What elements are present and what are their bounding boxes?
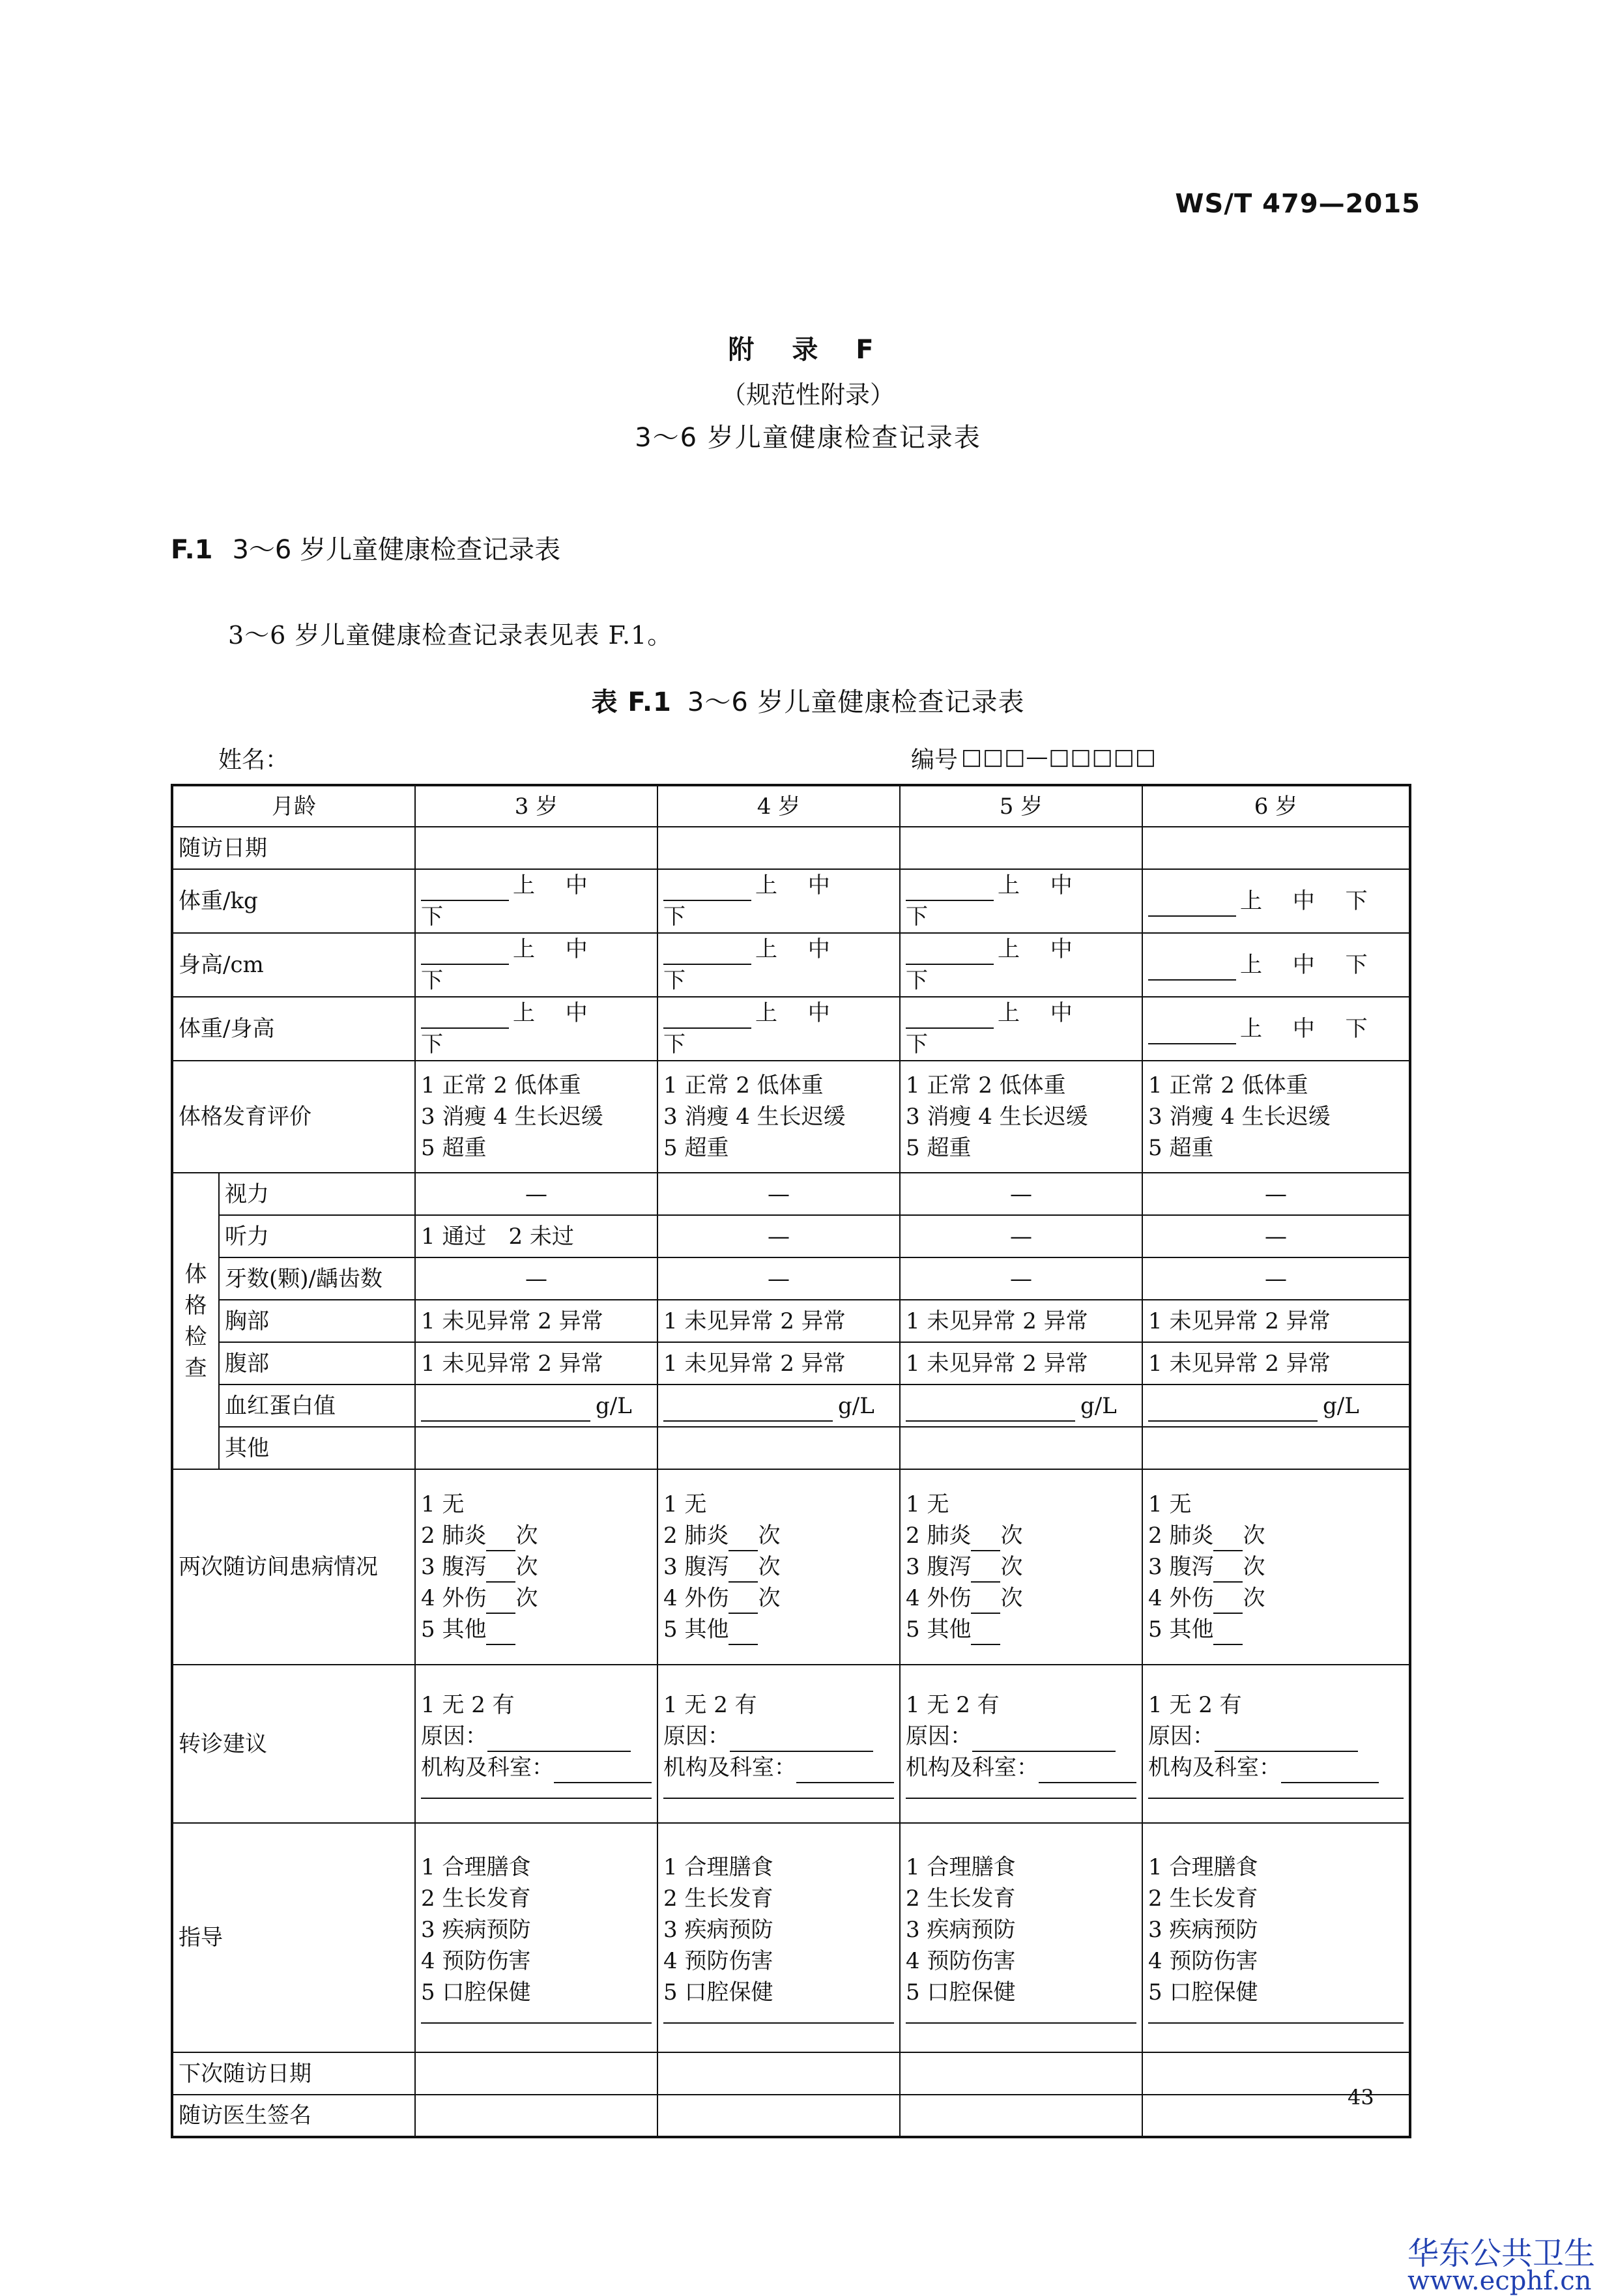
- age-6: 6 岁: [1142, 785, 1410, 827]
- hb-cell[interactable]: [900, 1385, 1142, 1427]
- cell-level[interactable]: [415, 933, 657, 997]
- referral-institution: 机构及科室：: [906, 1752, 1136, 1783]
- cell-level[interactable]: [415, 997, 657, 1061]
- guidance-option: 5 口腔保健: [906, 1979, 1016, 2005]
- growth-options[interactable]: [900, 1061, 1142, 1173]
- blank-line[interactable]: [554, 1758, 652, 1783]
- blank-line[interactable]: [906, 940, 994, 965]
- cell-level[interactable]: [900, 869, 1142, 933]
- row-doctor-sign: [172, 2095, 1410, 2137]
- cell-level[interactable]: [1142, 869, 1410, 933]
- section-number: F.1: [171, 535, 213, 565]
- illness-option: 2 肺炎 次: [906, 1520, 1136, 1551]
- guidance-options[interactable]: [1142, 1823, 1410, 2052]
- cell-level[interactable]: [415, 869, 657, 933]
- illness-option: 3 腹泻 次: [1148, 1551, 1404, 1583]
- guidance-option: 1 合理膳食: [906, 1854, 1016, 1880]
- blank-line[interactable]: [1213, 1589, 1243, 1614]
- cell-input[interactable]: [900, 1427, 1142, 1469]
- illness-option: 2 肺炎 次: [421, 1520, 652, 1551]
- exam-group-char: 格: [184, 1292, 207, 1319]
- dash-cell: —: [415, 1173, 657, 1215]
- referral-options: 1 无 2 有: [906, 1691, 1000, 1718]
- abnormal-options[interactable]: 1 未见异常 2 异常: [1142, 1342, 1410, 1385]
- age-3: 3 岁: [415, 785, 657, 827]
- label-weight: 体重/kg: [172, 869, 415, 933]
- blank-line[interactable]: [1213, 1620, 1243, 1645]
- blank-line[interactable]: [971, 1589, 1000, 1614]
- referral-cell[interactable]: [900, 1665, 1142, 1823]
- label-growth-eval: 体格发育评价: [172, 1061, 415, 1173]
- blank-line[interactable]: [906, 1783, 1136, 1799]
- id-label: 编号: [911, 747, 959, 773]
- guidance-options[interactable]: [900, 1823, 1142, 2052]
- level-options: 上 中 下: [906, 1000, 1084, 1057]
- abnormal-options[interactable]: 1 未见异常 2 异常: [900, 1342, 1142, 1385]
- illness-option: 3 腹泻 次: [663, 1551, 894, 1583]
- cell-input[interactable]: [415, 1427, 657, 1469]
- name-label: 姓名：: [218, 747, 289, 773]
- blank-line[interactable]: [421, 1397, 590, 1422]
- cell-input[interactable]: [1142, 1427, 1410, 1469]
- cell-level[interactable]: [657, 997, 900, 1061]
- cell-input[interactable]: [657, 2095, 900, 2137]
- illness-option: 5 其他: [1148, 1614, 1404, 1645]
- dash-cell: —: [900, 1215, 1142, 1257]
- exam-group-label: [172, 1173, 219, 1469]
- health-record-table: [171, 784, 1411, 2138]
- level-options: 上 中 下: [906, 872, 1084, 930]
- referral-options: 1 无 2 有: [1148, 1691, 1242, 1718]
- referral-reason: 原因：: [663, 1721, 894, 1752]
- guidance-option: 1 合理膳食: [1148, 1854, 1258, 1880]
- dash-cell: —: [657, 1215, 900, 1257]
- hb-unit: g/L: [838, 1392, 874, 1419]
- row-height: [172, 933, 1410, 997]
- cell-input[interactable]: [415, 2095, 657, 2137]
- guidance-option: 3 疾病预防: [906, 1917, 1016, 1943]
- blank-line[interactable]: [421, 1783, 652, 1799]
- illness-option: 5 其他: [906, 1614, 1136, 1645]
- label-next-visit: 下次随访日期: [172, 2052, 415, 2095]
- table-number: 表 F.1: [591, 687, 672, 717]
- hb-cell[interactable]: [1142, 1385, 1410, 1427]
- referral-institution: 机构及科室：: [421, 1752, 652, 1783]
- cell-input[interactable]: [1142, 827, 1410, 869]
- level-options: 上 中 下: [421, 872, 599, 930]
- cell-input[interactable]: [900, 827, 1142, 869]
- label-guidance: 指导: [172, 1823, 415, 2052]
- blank-line[interactable]: [1148, 956, 1236, 981]
- blank-line[interactable]: [729, 1620, 758, 1645]
- hb-cell[interactable]: [657, 1385, 900, 1427]
- dash-cell: —: [415, 1257, 657, 1300]
- guidance-option: 4 预防伤害: [421, 1948, 531, 1974]
- label-chest: 胸部: [219, 1300, 415, 1342]
- guidance-option: 4 预防伤害: [906, 1948, 1016, 1974]
- blank-line[interactable]: [1148, 1020, 1236, 1044]
- abnormal-options[interactable]: 1 未见异常 2 异常: [900, 1300, 1142, 1342]
- blank-line[interactable]: [1213, 1558, 1243, 1583]
- blank-line[interactable]: [1148, 2008, 1404, 2024]
- illness-option: 5 其他: [663, 1614, 894, 1645]
- guidance-options[interactable]: [657, 1823, 900, 2052]
- blank-line[interactable]: [663, 1004, 751, 1029]
- blank-line[interactable]: [421, 1004, 509, 1029]
- blank-line[interactable]: [796, 1758, 894, 1783]
- cell-level[interactable]: [900, 933, 1142, 997]
- hb-unit: g/L: [596, 1392, 632, 1419]
- exam-group-char: 体: [184, 1261, 207, 1287]
- illness-option: 1 无: [1148, 1491, 1192, 1517]
- guidance-option: 3 疾病预防: [663, 1917, 773, 1943]
- standard-number: WS/T 479—2015: [1175, 189, 1421, 219]
- illness-option: 1 无: [421, 1491, 465, 1517]
- appendix-label: 附 录 F: [728, 335, 888, 365]
- dash-cell: —: [1142, 1257, 1410, 1300]
- illness-option: 5 其他: [421, 1614, 652, 1645]
- dash-cell: —: [900, 1257, 1142, 1300]
- cell-level[interactable]: [657, 869, 900, 933]
- label-doctor-sign: 随访医生签名: [172, 2095, 415, 2137]
- hb-unit: g/L: [1323, 1392, 1359, 1419]
- dash-cell: —: [900, 1173, 1142, 1215]
- level-options: 上 中 下: [1240, 1016, 1379, 1042]
- row-chest: [172, 1300, 1410, 1342]
- page-number: 43: [1348, 2085, 1374, 2110]
- blank-line[interactable]: [663, 876, 751, 901]
- row-vision: [172, 1173, 1410, 1215]
- intro-paragraph: 3～6 岁儿童健康检查记录表见表 F.1。: [228, 621, 673, 650]
- illness-options[interactable]: [415, 1469, 657, 1665]
- blank-line[interactable]: [971, 1620, 1000, 1645]
- referral-reason: 原因：: [421, 1721, 652, 1752]
- row-other: [172, 1427, 1410, 1469]
- level-options: 上 中 下: [663, 872, 842, 930]
- referral-reason: 原因：: [906, 1721, 1136, 1752]
- cell-input[interactable]: [415, 827, 657, 869]
- row-visit-date: [172, 827, 1410, 869]
- hb-unit: g/L: [1080, 1392, 1117, 1419]
- growth-option: 3 消瘦 4 生长迟缓: [663, 1104, 846, 1130]
- abnormal-options[interactable]: 1 未见异常 2 异常: [657, 1342, 900, 1385]
- dash-cell: —: [657, 1173, 900, 1215]
- blank-line[interactable]: [730, 1727, 873, 1752]
- illness-options[interactable]: [900, 1469, 1142, 1665]
- header-row: [172, 785, 1410, 827]
- exam-group-char: 检: [184, 1323, 207, 1350]
- level-options: 上 中 下: [1240, 888, 1379, 914]
- illness-option: 1 无: [663, 1491, 707, 1517]
- blank-line[interactable]: [1213, 1527, 1243, 1551]
- growth-options[interactable]: [657, 1061, 900, 1173]
- guidance-option: 1 合理膳食: [421, 1854, 531, 1880]
- illness-option: 2 肺炎 次: [1148, 1520, 1404, 1551]
- row-next-visit: [172, 2052, 1410, 2095]
- illness-option: 2 肺炎 次: [663, 1520, 894, 1551]
- col-header-age: 月龄: [172, 785, 415, 827]
- referral-cell[interactable]: [657, 1665, 900, 1823]
- cell-input[interactable]: [657, 827, 900, 869]
- guidance-options[interactable]: [415, 1823, 657, 2052]
- row-referral: [172, 1665, 1410, 1823]
- cell-level[interactable]: [1142, 933, 1410, 997]
- blank-line[interactable]: [906, 1004, 994, 1029]
- label-abdomen: 腹部: [219, 1342, 415, 1385]
- blank-line[interactable]: [421, 940, 509, 965]
- level-options: 上 中 下: [663, 936, 842, 994]
- blank-line[interactable]: [729, 1527, 758, 1551]
- growth-option: 3 消瘦 4 生长迟缓: [906, 1104, 1088, 1130]
- hb-cell[interactable]: [415, 1385, 657, 1427]
- blank-line[interactable]: [663, 1783, 894, 1799]
- referral-institution: 机构及科室：: [1148, 1752, 1404, 1783]
- guidance-option: 4 预防伤害: [1148, 1948, 1258, 1974]
- hearing-options[interactable]: 1 通过 2 未过: [415, 1215, 657, 1257]
- row-guidance: [172, 1823, 1410, 2052]
- level-options: 上 中 下: [421, 936, 599, 994]
- illness-option: 4 外伤 次: [1148, 1583, 1404, 1614]
- blank-line[interactable]: [663, 1397, 833, 1422]
- level-options: 上 中 下: [906, 936, 1084, 994]
- abnormal-options[interactable]: 1 未见异常 2 异常: [657, 1300, 900, 1342]
- illness-options[interactable]: [657, 1469, 900, 1665]
- growth-option: 1 正常 2 低体重: [906, 1072, 1066, 1098]
- guidance-option: 5 口腔保健: [1148, 1979, 1258, 2005]
- referral-options: 1 无 2 有: [421, 1691, 515, 1718]
- blank-line[interactable]: [663, 940, 751, 965]
- referral-reason: 原因：: [1148, 1721, 1404, 1752]
- row-hearing: [172, 1215, 1410, 1257]
- dash-cell: —: [1142, 1173, 1410, 1215]
- guidance-option: 5 口腔保健: [421, 1979, 531, 2005]
- cell-level[interactable]: [900, 997, 1142, 1061]
- abnormal-options[interactable]: 1 未见异常 2 异常: [1142, 1300, 1410, 1342]
- blank-line[interactable]: [1039, 1758, 1136, 1783]
- growth-option: 5 超重: [421, 1135, 487, 1161]
- growth-option: 5 超重: [663, 1135, 729, 1161]
- growth-option: 1 正常 2 低体重: [421, 1072, 581, 1098]
- blank-line[interactable]: [486, 1527, 515, 1551]
- illness-option: 4 外伤 次: [421, 1583, 652, 1614]
- blank-line[interactable]: [729, 1589, 758, 1614]
- label-vision: 视力: [219, 1173, 415, 1215]
- cell-level[interactable]: [657, 933, 900, 997]
- blank-line[interactable]: [421, 2008, 652, 2024]
- referral-options: 1 无 2 有: [663, 1691, 757, 1718]
- row-growth-eval: [172, 1061, 1410, 1173]
- illness-option: 4 外伤 次: [663, 1583, 894, 1614]
- referral-cell[interactable]: [1142, 1665, 1410, 1823]
- blank-line[interactable]: [729, 1558, 758, 1583]
- row-weight-height: [172, 997, 1410, 1061]
- blank-line[interactable]: [971, 1558, 1000, 1583]
- guidance-option: 2 生长发育: [421, 1886, 531, 1912]
- guidance-option: 3 疾病预防: [1148, 1917, 1258, 1943]
- guidance-option: 3 疾病预防: [421, 1917, 531, 1943]
- blank-line[interactable]: [1215, 1727, 1358, 1752]
- row-hemoglobin: [172, 1385, 1410, 1427]
- watermark-url[interactable]: www.ecphf.cn: [1407, 2266, 1592, 2296]
- growth-option: 1 正常 2 低体重: [663, 1072, 824, 1098]
- blank-line[interactable]: [1148, 1783, 1404, 1799]
- blank-line[interactable]: [663, 2008, 894, 2024]
- level-options: 上 中 下: [421, 1000, 599, 1057]
- label-visit-date: 随访日期: [172, 827, 415, 869]
- cell-input[interactable]: [900, 2052, 1142, 2095]
- label-referral: 转诊建议: [172, 1665, 415, 1823]
- illness-option: 3 腹泻 次: [906, 1551, 1136, 1583]
- dash-cell: —: [1142, 1215, 1410, 1257]
- growth-options[interactable]: [415, 1061, 657, 1173]
- cell-input[interactable]: [415, 2052, 657, 2095]
- level-options: 上 中 下: [1240, 952, 1379, 978]
- referral-cell[interactable]: [415, 1665, 657, 1823]
- illness-option: 3 腹泻 次: [421, 1551, 652, 1583]
- blank-line[interactable]: [1148, 892, 1236, 917]
- label-illness: 两次随访间患病情况: [172, 1469, 415, 1665]
- blank-line[interactable]: [906, 876, 994, 901]
- dash-cell: —: [657, 1257, 900, 1300]
- table-title: 3～6 岁儿童健康检查记录表: [687, 687, 1025, 717]
- label-other: 其他: [219, 1427, 415, 1469]
- appendix-type: （规范性附录）: [721, 380, 895, 409]
- age-4: 4 岁: [657, 785, 900, 827]
- growth-option: 5 超重: [1148, 1135, 1214, 1161]
- row-illness: [172, 1469, 1410, 1665]
- growth-options[interactable]: [1142, 1061, 1410, 1173]
- guidance-option: 2 生长发育: [663, 1886, 773, 1912]
- id-boxes[interactable]: □□□—□□□□□: [961, 744, 1157, 770]
- age-5: 5 岁: [900, 785, 1142, 827]
- exam-group-char: 查: [184, 1355, 207, 1381]
- guidance-option: 4 预防伤害: [663, 1948, 773, 1974]
- growth-option: 1 正常 2 低体重: [1148, 1072, 1308, 1098]
- table-caption: [0, 682, 1616, 719]
- blank-line[interactable]: [971, 1527, 1000, 1551]
- blank-line[interactable]: [1281, 1758, 1379, 1783]
- blank-line[interactable]: [906, 2008, 1136, 2024]
- level-options: 上 中 下: [663, 1000, 842, 1057]
- row-abdomen: [172, 1342, 1410, 1385]
- blank-line[interactable]: [1148, 1397, 1318, 1422]
- abnormal-options[interactable]: 1 未见异常 2 异常: [415, 1300, 657, 1342]
- growth-option: 5 超重: [906, 1135, 972, 1161]
- referral-institution: 机构及科室：: [663, 1752, 894, 1783]
- cell-level[interactable]: [1142, 997, 1410, 1061]
- blank-line[interactable]: [486, 1589, 515, 1614]
- illness-option: 4 外伤 次: [906, 1583, 1136, 1614]
- label-teeth: 牙数(颗)/龋齿数: [219, 1257, 415, 1300]
- row-weight: [172, 869, 1410, 933]
- blank-line[interactable]: [972, 1727, 1116, 1752]
- guidance-option: 2 生长发育: [1148, 1886, 1258, 1912]
- illness-options[interactable]: [1142, 1469, 1410, 1665]
- label-hearing: 听力: [219, 1215, 415, 1257]
- watermark-name: 华东公共卫生: [1407, 2235, 1596, 2272]
- growth-option: 3 消瘦 4 生长迟缓: [1148, 1104, 1331, 1130]
- label-weight-height: 体重/身高: [172, 997, 415, 1061]
- blank-line[interactable]: [486, 1620, 515, 1645]
- section-heading: [171, 529, 560, 566]
- appendix-title: 3～6 岁儿童健康检查记录表: [635, 423, 981, 453]
- row-teeth: [172, 1257, 1410, 1300]
- blank-line[interactable]: [421, 876, 509, 901]
- illness-option: 1 无: [906, 1491, 949, 1517]
- label-hemoglobin: 血红蛋白值: [219, 1385, 415, 1427]
- cell-input[interactable]: [900, 2095, 1142, 2137]
- guidance-option: 1 合理膳食: [663, 1854, 773, 1880]
- cell-input[interactable]: [657, 2052, 900, 2095]
- guidance-option: 5 口腔保健: [663, 1979, 773, 2005]
- cell-input[interactable]: [657, 1427, 900, 1469]
- blank-line[interactable]: [486, 1558, 515, 1583]
- blank-line[interactable]: [487, 1727, 631, 1752]
- growth-option: 3 消瘦 4 生长迟缓: [421, 1104, 603, 1130]
- label-height: 身高/cm: [172, 933, 415, 997]
- blank-line[interactable]: [906, 1397, 1075, 1422]
- guidance-option: 2 生长发育: [906, 1886, 1016, 1912]
- section-title: 3～6 岁儿童健康检查记录表: [232, 535, 561, 565]
- abnormal-options[interactable]: 1 未见异常 2 异常: [415, 1342, 657, 1385]
